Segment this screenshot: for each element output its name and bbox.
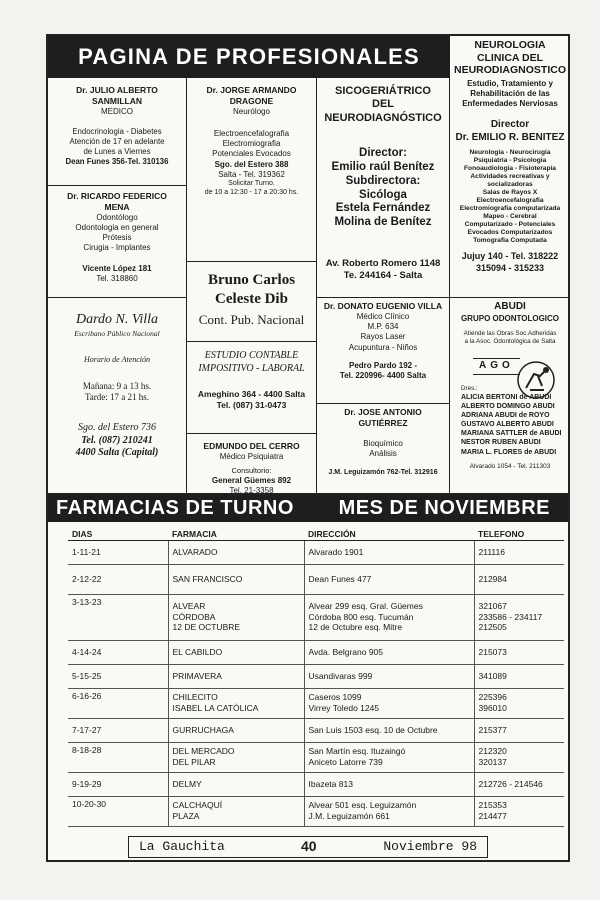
donato-specialties: Médico Clínico M.P. 634 Rayos Laser Acupuntura - Niños <box>348 311 418 352</box>
donato-villa-ad <box>317 298 450 404</box>
page-footer <box>128 836 488 858</box>
abudi-title: ABUDI <box>494 301 526 312</box>
directory-page <box>46 34 570 862</box>
abudi-dentists: ALICIA BERTONI de ABUDI ALBERTO DOMINGO ABUDI ADRIANA ABUDI de ROYO GUSTAVO ALBERTO ABUDI MARIANA SATTLER de ABUDI NESTOR RUBEN ABUDI MARIA L. FLORES de ABUDI <box>461 393 562 456</box>
sanmillan-ad <box>48 78 187 186</box>
table-row: 4-14-24 EL CABILDO Avda. Belgrano 905 215073 <box>68 640 564 664</box>
table-header-row <box>68 524 564 540</box>
dental-chair-icon <box>516 360 556 400</box>
villa-afternoon: Tarde: 17 a 21 hs. <box>84 392 150 403</box>
villa-notary-ad <box>48 298 187 494</box>
delcerro-ad <box>187 434 317 494</box>
abudi-subtitle: GRUPO ODONTOLOGICO <box>460 313 560 323</box>
dib-ad <box>187 262 317 342</box>
delcerro-address: General Güemes 892 <box>211 475 292 485</box>
table-row: 6-16-26 CHILECITO ISABEL LA CATÓLICA Caseros 1099 Virrey Toledo 1245 225396 396010 <box>68 688 564 718</box>
delcerro-phone: Tel. 21-3358 <box>229 485 274 494</box>
dragone-name: Dr. JORGE ARMANDO DRAGONE <box>206 85 297 106</box>
mena-ad <box>48 186 187 298</box>
sanmillan-specialties: Endocrinologia - Diabetes Atención de 17 en adelante de Lunes a Viernes <box>69 126 165 156</box>
sicogeriatrico-address: Av. Roberto Romero 1148 Te. 244164 - Salta <box>325 258 441 282</box>
estudio-phone: Tel. (087) 31-0473 <box>216 399 287 410</box>
table-row: 9-19-29 DELMY Ibazeta 813 212726 - 214546 <box>68 772 564 796</box>
pharmacies-month: MES DE NOVIEMBRE <box>338 497 550 519</box>
col-farmacia: FARMACIA <box>168 524 304 540</box>
sanmillan-title: MEDICO <box>101 106 133 116</box>
sicogeriatrico-ad <box>317 78 450 298</box>
abudi-address: Alvarado 1054 - Tel. 211303 <box>469 462 551 470</box>
delcerro-title: Médico Psiquiatra <box>219 451 284 461</box>
pharmacies-table <box>68 524 564 827</box>
sicogeriatrico-title: SICOGERIÁTRICO DEL NEURODIAGNÓSTICO <box>324 85 442 124</box>
villa-phone: Tel. (087) 210241 <box>81 434 153 446</box>
col-dias: DIAS <box>68 524 168 540</box>
neuro-subtitle: Estudio, Tratamiento y Rehabilitación de las Enfermedades Nerviosas <box>462 78 558 109</box>
villa-morning: Mañana: 9 a 13 hs. <box>82 380 152 391</box>
neuro-clinic-ad <box>450 36 570 298</box>
footer-issue: Noviembre 98 <box>383 839 477 854</box>
donato-address: Pedro Pardo 192 - <box>348 360 418 370</box>
donato-name: Dr. DONATO EUGENIO VILLA <box>323 301 443 311</box>
pharmacies-title: FARMACIAS DE TURNO <box>56 497 294 519</box>
neuro-phones: 315094 - 315233 <box>475 262 545 273</box>
abudi-dres-label: Dres.: <box>461 384 478 392</box>
villa-address: Sgo. del Estero 736 <box>78 421 156 433</box>
dib-name: Bruno Carlos Celeste Dib <box>207 272 296 307</box>
dragone-phone: Salta - Tel. 319362 <box>218 169 285 179</box>
neuro-director-label: Director <box>490 119 530 131</box>
table-row: 1-11-21 ALVARADO Alvarado 1901 211116 <box>68 540 564 564</box>
gutierrez-ad <box>317 404 450 494</box>
dragone-ad <box>187 78 317 262</box>
col-telefono: TELEFONO <box>474 524 564 540</box>
footer-page-number: 40 <box>301 838 317 854</box>
villa-name: Dardo N. Villa <box>75 312 159 327</box>
table-row: 7-17-27 GURRUCHAGA San Luis 1503 esq. 10 de Octubre 215377 <box>68 718 564 742</box>
neuro-director-name: Dr. EMILIO R. BENITEZ <box>455 132 565 144</box>
mena-name: Dr. RICARDO FEDERICO MENA <box>67 191 167 212</box>
abudi-note: Atiende las Obras Soc.Adheridas a la Asoc. Odontológica de Salta <box>463 330 557 346</box>
mena-address: Vicente López 181 <box>82 263 152 273</box>
delcerro-name: EDMUNDO DEL CERRO <box>203 441 300 451</box>
mena-phone: Tel. 318860 <box>96 273 138 283</box>
col-direccion: DIRECCIÓN <box>304 524 474 540</box>
neuro-title: NEUROLOGIA CLINICA DEL NEURODIAGNOSTICO <box>453 39 566 77</box>
page-title: PAGINA DE PROFESIONALES <box>48 36 450 78</box>
gutierrez-specialties: Bioquímico Análisis <box>363 438 403 458</box>
estudio-contable-ad <box>187 342 317 434</box>
dragone-address: Sgo. del Estero 388 <box>214 159 289 169</box>
pharmacies-banner <box>48 494 568 522</box>
estudio-address: Ameghino 364 - 4400 Salta <box>197 389 306 399</box>
table-row: 8-18-28 DEL MERCADO DEL PILAR San Martín esq. Ituzaingó Aniceto Latorre 739 212320 320137 <box>68 742 564 772</box>
villa-hours-label: Horario de Atención <box>83 354 151 364</box>
table-row: 10-20-30 CALCHAQUÍ PLAZA Alvear 501 esq. Leguizamón J.M. Leguizamón 661 215353 214477 <box>68 796 564 826</box>
gutierrez-address: J.M. Leguizamón 762-Tel. 312916 <box>328 469 438 477</box>
neuro-address: Jujuy 140 - Tel. 318222 <box>461 251 559 262</box>
footer-brand: La Gauchita <box>139 839 225 854</box>
gutierrez-name: Dr. JOSE ANTONIO GUTIÉRREZ <box>344 407 422 428</box>
dragone-title: Neurólogo <box>233 106 270 116</box>
villa-city: 4400 Salta (Capital) <box>75 447 159 459</box>
sanmillan-address: Dean Funes 356-Tel. 310136 <box>65 156 169 166</box>
dragone-specialties: Electroencefalografia Electromiografia Potenciales Evocados <box>212 128 291 159</box>
table-row: 2-12-22 SAN FRANCISCO Dean Funes 477 212984 <box>68 564 564 594</box>
estudio-lines: ESTUDIO CONTABLE IMPOSITIVO - LABORAL <box>198 350 305 374</box>
table-row: 3-13-23 ALVEAR CÓRDOBA 12 DE OCTUBRE Alvear 299 esq. Gral. Güemes Córdoba 800 esq. Tucumán 12 de Octubre esq. Mitre 321067 233586 - 234117 212505 <box>68 594 564 640</box>
dragone-hours: Solicitar Turno. de 10 a 12:30 - 17 a 20:30 hs. <box>204 180 299 197</box>
mena-specialties: Odontologia en general Prótesis Cirugia - Implantes <box>75 222 159 253</box>
delcerro-consult-label: Consultorio: <box>231 466 272 476</box>
dib-title: Cont. Pub. Nacional <box>198 311 305 327</box>
sanmillan-name: Dr. JULIO ALBERTO SANMILLAN <box>76 85 158 106</box>
abudi-ad <box>450 298 570 494</box>
sicogeriatrico-staff: Director: Emilio raúl Benítez Subdirectora: Sicóloga Estela Fernández Molina de Benítez <box>331 147 435 229</box>
table-row: 5-15-25 PRIMAVERA Usandivaras 999 341089 <box>68 664 564 688</box>
mena-title: Odontólogo <box>96 212 138 222</box>
villa-title: Escribano Público Nacional <box>74 328 160 338</box>
donato-phone: Tel. 220996- 4400 Salta <box>339 371 427 381</box>
neuro-services: Neurologia - Neurocirugia Psiquiatria - Psicologia Fonoaudiologia - Fisioterapia Actividades recreativas y socializadoras Salas de Rayos X Electroencefalografia Electromiografia computarizada Mapeo - Cerebral Computarizado - Potenciales Evocados Computarizados Tomografia Computada <box>459 149 561 245</box>
ago-logo: AGO <box>473 358 520 375</box>
